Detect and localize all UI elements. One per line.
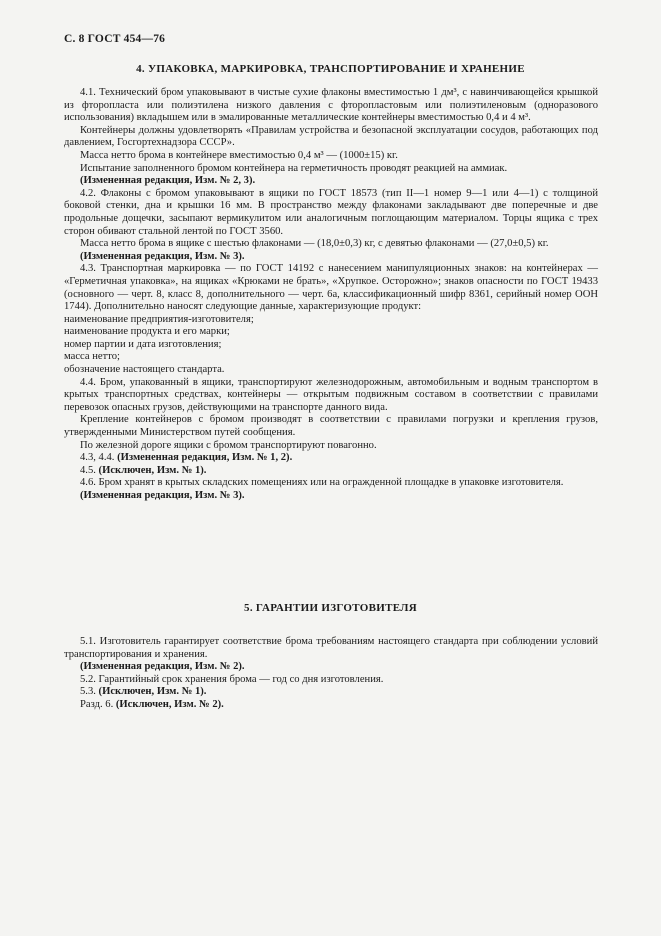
amendment-note: (Измененная редакция, Изм. № 3). xyxy=(80,250,245,262)
paragraph-4-1: 4.1. Технический бром упаковывают в чистые сухие флаконы вместимостью 1 дм³, с навинчивающейся крышкой из фторопласта или полиэтилена низкого давления с фторопластовым или полиэтиленовым (одноразового использования) вкладышем или в эмалированные металлические контейнеры вместимостью 0,4 и 4 м³. xyxy=(64,87,598,124)
list-item: номер партии и дата изготовления; xyxy=(64,338,222,350)
paragraph-test: Испытание заполненного бромом контейнера на герметичность проводят реакцией на аммиак. xyxy=(80,162,508,174)
amendment-note: (Измененная редакция, Изм. № 3). xyxy=(80,490,245,501)
paragraph-5-2: 5.2. Гарантийный срок хранения брома — год со дня изготовления. xyxy=(80,673,384,685)
paragraph-fastening: Крепление контейнеров с бромом производят в соответствии с правилами погрузки и крепления грузов, утвержденными Министерством путей сообщения. xyxy=(64,414,598,439)
paragraph-4-6: 4.6. Бром хранят в крытых складских помещениях или на огражденной площадке в упаковке изготовителя. xyxy=(80,477,564,489)
amendment-note: (Измененная редакция, Изм. № 2, 3). xyxy=(80,175,256,187)
section-5-body xyxy=(64,636,598,712)
section-4-body xyxy=(64,87,598,503)
amendment-note: 4.5. (Исключен, Изм. № 1). xyxy=(80,464,207,476)
section-5-title: 5. ГАРАНТИИ ИЗГОТОВИТЕЛЯ xyxy=(244,602,417,614)
paragraph-mass-container: Масса нетто брома в контейнере вместимостью 0,4 м³ — (1000±15) кг. xyxy=(80,149,398,161)
list-item: обозначение настоящего стандарта. xyxy=(64,364,225,376)
paragraph-mass-box: Масса нетто брома в ящике с шестью флаконами — (18,0±0,3) кг, с девятью флаконами — (27,0±0,5) кг. xyxy=(80,238,549,250)
amendment-note: (Измененная редакция, Изм. № 2). xyxy=(80,661,245,673)
paragraph-containers: Контейнеры должны удовлетворять «Правилам устройства и безопасной эксплуатации сосудов, работающих под давлением, Госгортехнадзора СССР». xyxy=(64,124,598,149)
paragraph-4-4: 4.4. Бром, упакованный в ящики, транспортируют железнодорожным, автомобильным и водным транспортом в крытых транспортных средствах, контейнеры — открытым подвижным составом в соответствии с правилами перевозок опасных грузов, действующими на транспорте данного вида. xyxy=(64,376,598,413)
amendment-note: Разд. 6. (Исключен, Изм. № 2). xyxy=(80,698,224,710)
paragraph-5-1: 5.1. Изготовитель гарантирует соответствие брома требованиям настоящего стандарта при соблюдении условий транспортирования и хранения. xyxy=(64,636,598,660)
section-4-title: 4. УПАКОВКА, МАРКИРОВКА, ТРАНСПОРТИРОВАНИЕ И ХРАНЕНИЕ xyxy=(136,63,525,75)
amendment-note: 5.3. (Исключен, Изм. № 1). xyxy=(80,686,207,698)
page-header: С. 8 ГОСТ 454—76 xyxy=(64,33,166,45)
paragraph-4-3: 4.3. Транспортная маркировка — по ГОСТ 14192 с нанесением манипуляционных знаков: на контейнерах — «Герметичная упаковка», на ящиках «Крюками не брать», «Хрупкое. Осторожно»; знаков опасности по ГОСТ 19433 (основного — черт. 8, класс 8, дополнительного — черт. 6а, классификационный шифр 8361, серийный номер ООН 1744). Дополнительно наносят следующие данные, характеризующие продукт: xyxy=(64,263,598,313)
list-item: наименование предприятия-изготовителя; xyxy=(64,313,254,325)
paragraph-4-2: 4.2. Флаконы с бромом упаковывают в ящики по ГОСТ 18573 (тип II—1 номер 9—1 или 4—1) с толщиной боковой стенки, дна и крышки 16 мм. В пространство между флаконами закладывают две поперечные и две продольные дощечки, засыпают вермикулитом или аналогичным поглощающим материалом. Торцы ящика с трех сторон обивают стальной лентой по ГОСТ 3560. xyxy=(64,187,598,237)
list-item: масса нетто; xyxy=(64,351,120,363)
paragraph-railway: По железной дороге ящики с бромом транспортируют повагонно. xyxy=(80,439,377,451)
list-item: наименование продукта и его марки; xyxy=(64,326,230,338)
amendment-note: 4.3, 4.4. (Измененная редакция, Изм. № 1, 2). xyxy=(80,452,293,464)
